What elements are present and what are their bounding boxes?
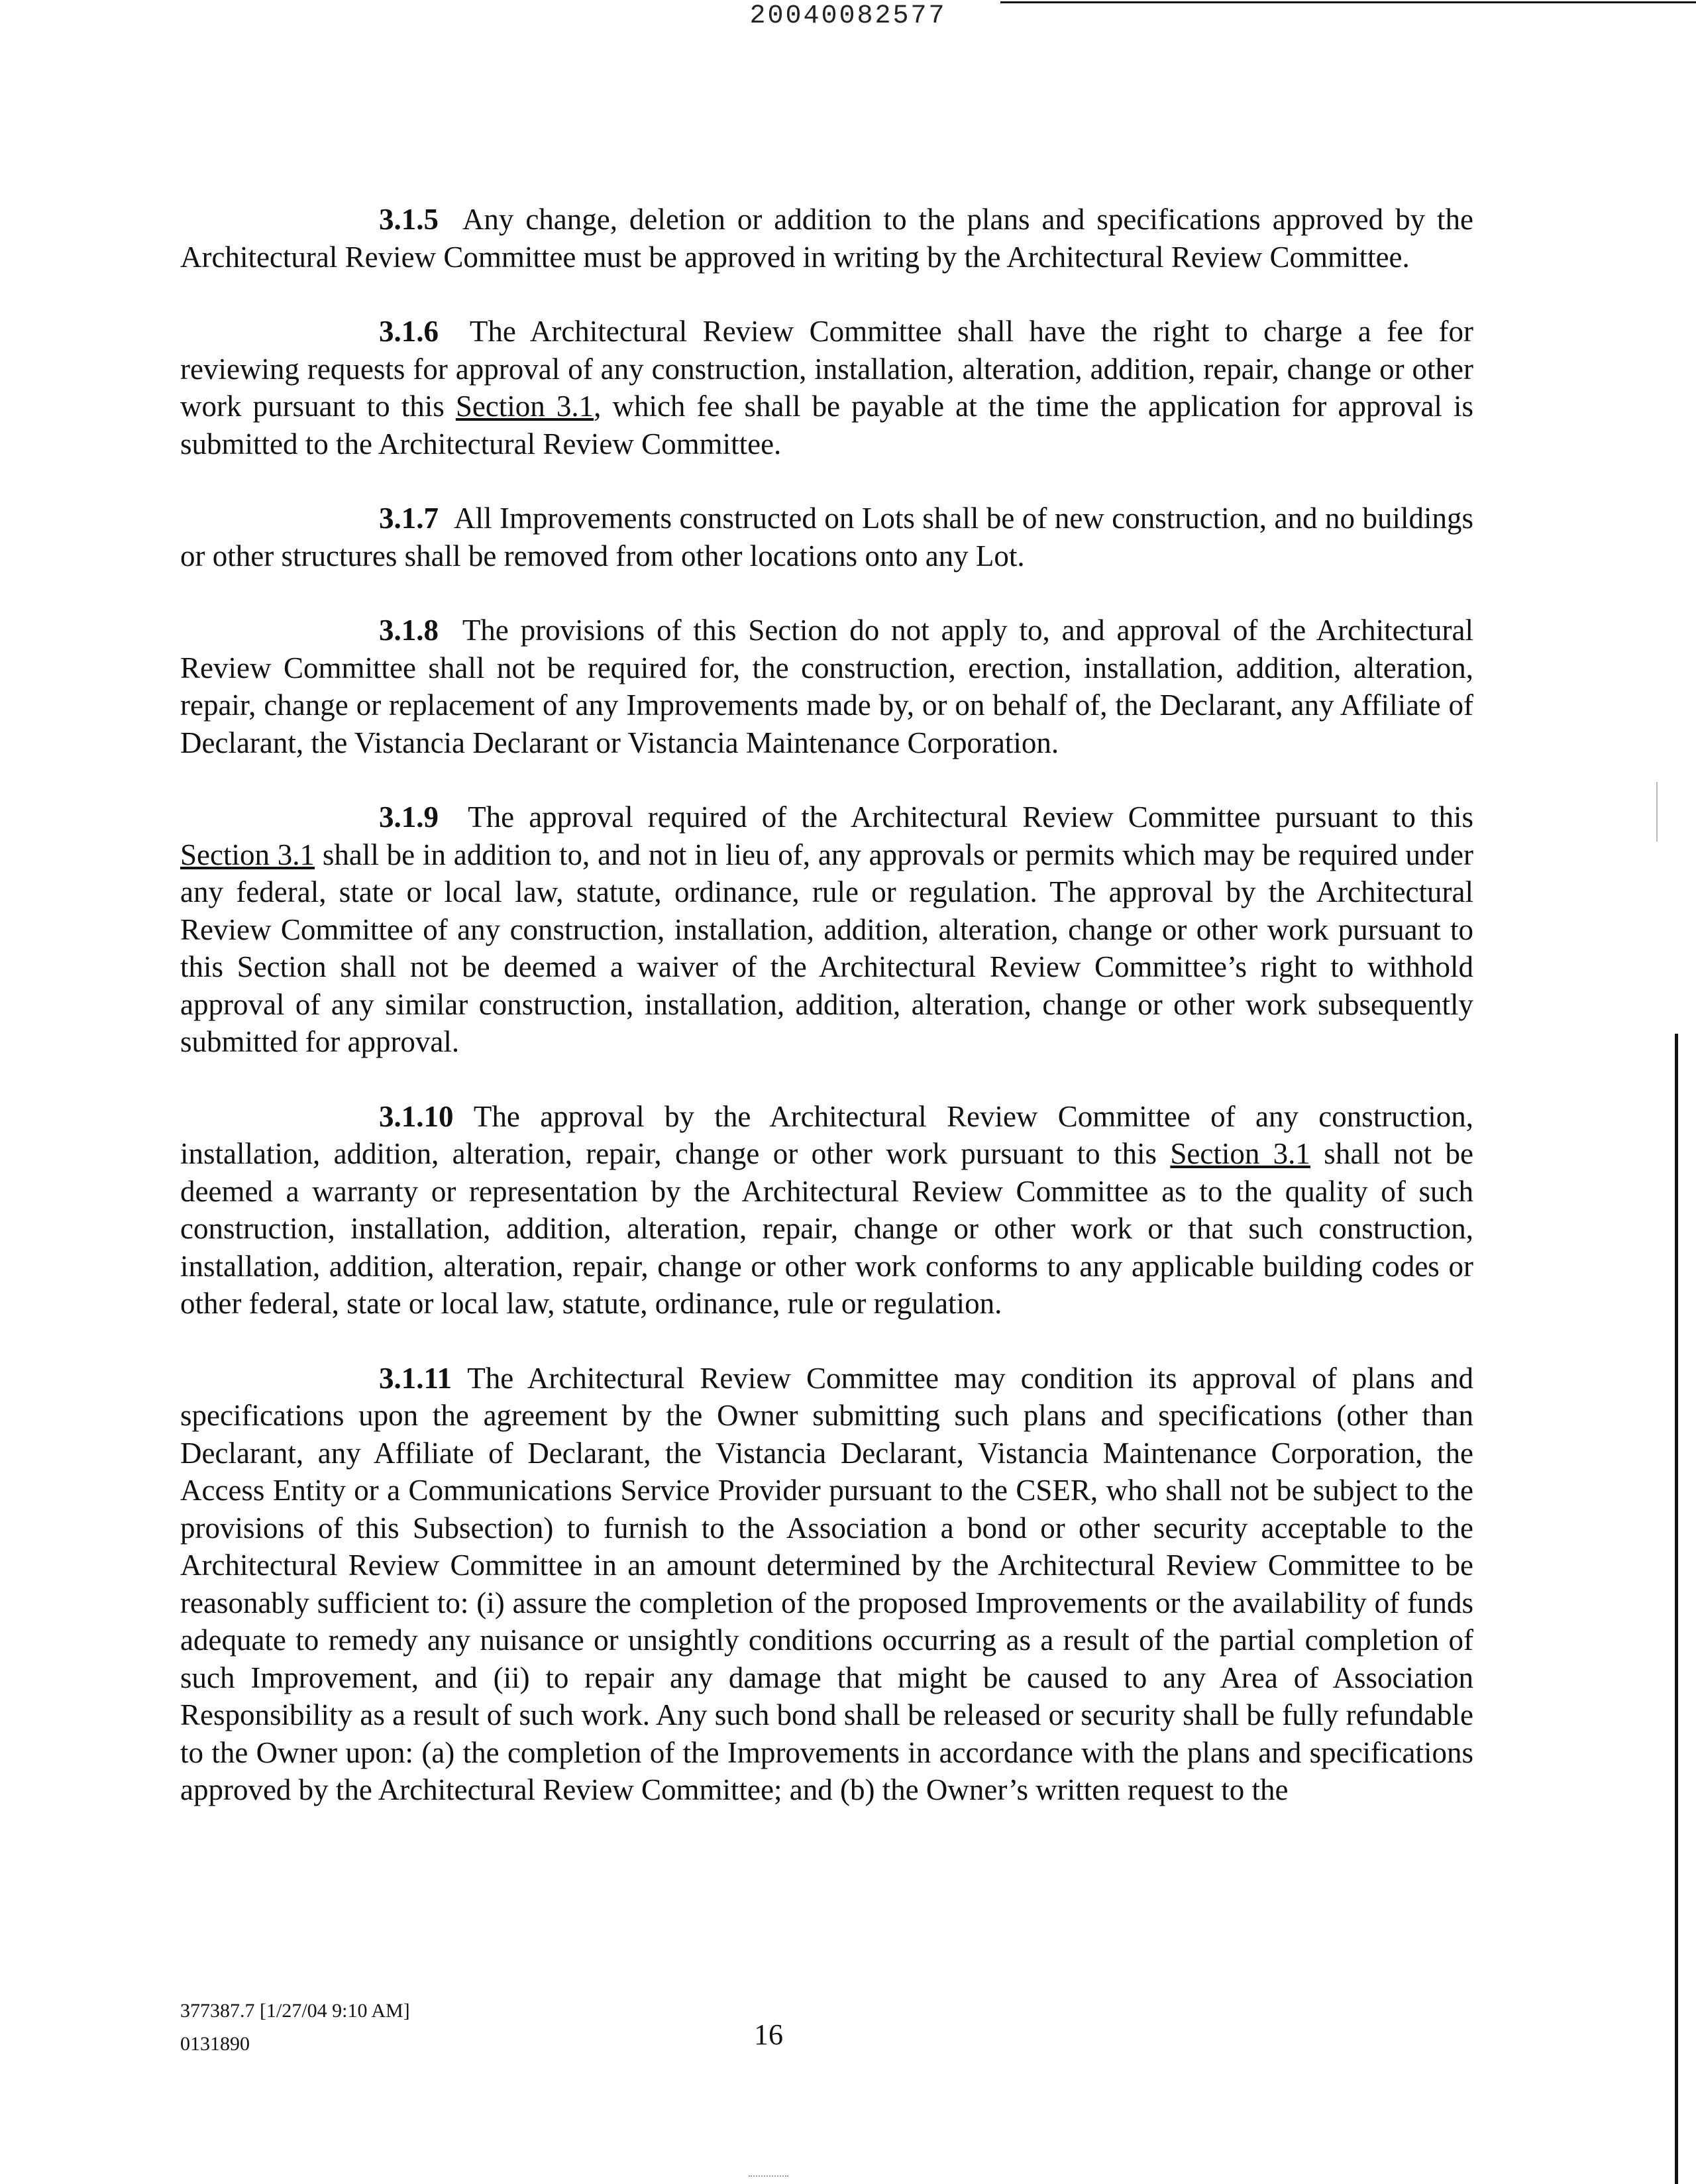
top-rule [1000,1,1696,3]
file-number: 0131890 [180,2033,250,2055]
section-number: 3.1.7 [379,502,439,535]
section-number: 3.1.11 [379,1361,452,1395]
footer-reference [180,1994,410,2061]
scan-edge-line [1675,1034,1678,2184]
section-reference: Section 3.1 [180,838,315,871]
paragraph-text: Any change, deletion or addition to the plans and specifications approved by the Architectural Review Committee must be approved in writing by the Architectural Review Committee. [180,203,1473,274]
paragraph-3-1-6 [180,313,1473,463]
paragraph-3-1-8 [180,612,1473,761]
paragraph-text: All Improvements constructed on Lots shall be of new construction, and no buildings or other structures shall be removed from other locations onto any Lot. [180,502,1474,573]
paragraph-text: The provisions of this Section do not apply to, and approval of the Architectural Review Committee shall not be required for, the construction, erection, installation, addition, alteration, repair, change or replacement of any Improvements made by, or on behalf of, the Declarant, any Affiliate of Declarant, the Vistancia Declarant or Vistancia Maintenance Corporation. [180,614,1473,759]
scan-edge-mark [1656,782,1658,842]
section-number: 3.1.6 [379,315,439,348]
section-number: 3.1.8 [379,614,439,647]
section-reference: Section 3.1 [455,390,594,423]
paragraph-text: The Architectural Review Committee may condition its approval of plans and specifications upon the agreement by the Owner submitting such plans and specifications (other than Declarant, any Affiliate of Declarant, the Vistancia Declarant, Vistancia Maintenance Corporation, the Access Entity or a Communications Service Provider pursuant to the CSER, who shall not be subject to the provisions of this Subsection) to furnish to the Association a bond or other security acceptable to the Architectural Review Committee in an amount determined by the Architectural Review Committee to be reasonably sufficient to: (i) assure the completion of the proposed Improvements or the availability of funds adequate to remedy any nuisance or unsightly conditions occurring as a result of the partial completion of such Improvement, and (ii) to repair any damage that might be caused to any Area of Association Responsibility as a result of such work. Any such bond shall be released or security shall be fully refundable to the Owner upon: (a) the completion of the Improvements in accordance with the plans and specifications approved by the Architectural Review Committee; and (b) the Owner’s written request to the [180,1361,1474,1806]
paragraph-3-1-5 [180,201,1473,276]
document-number: 20040082577 [749,1,947,31]
scan-speck [749,2175,788,2178]
paragraph-text: shall be in addition to, and not in lieu of, any approvals or permits which may be required under any federal, state or local law, statute, ordinance, rule or regulation. The approval by the Architectural Review Committee of any construction, installation, addition, alteration, change or other work pursuant to this Section shall not be deemed a waiver of the Architectural Review Committee’s right to withhold approval of any similar construction, installation, addition, alteration, change or other work subsequently submitted for approval. [180,838,1473,1058]
paragraph-text: shall not be deemed a warranty or representation by the Architectural Review Committee as to the quality of such construction, installation, addition, alteration, repair, change or other work or that such construction, installation, addition, alteration, repair, change or other work conforms to any applicable building codes or other federal, state or local law, statute, ordinance, rule or regulation. [180,1137,1473,1320]
page-number: 16 [754,2018,783,2051]
document-reference: 377387.7 [1/27/04 9:10 AM] [180,2000,410,2022]
paragraph-text: , which fee shall be payable at the time the application for approval is submitted to the Architectural Review Committee. [180,390,1473,461]
section-number: 3.1.5 [379,203,439,236]
section-reference: Section 3.1 [1170,1137,1310,1170]
section-number: 3.1.9 [379,800,439,834]
paragraph-text: The approval required of the Architectural Review Committee pursuant to this [468,800,1474,834]
section-number: 3.1.10 [379,1099,454,1133]
paragraph-3-1-10 [180,1098,1473,1323]
paragraph-3-1-9 [180,798,1473,1061]
paragraph-text: The approval by the Architectural Review Committee of any construction, installation, addition, alteration, repair, change or other work pursuant to this [180,1099,1474,1170]
paragraph-text: The Architectural Review Committee shall have the right to charge a fee for reviewing requests for approval of any construction, installation, alteration, addition, repair, change or other work pursuant to this [180,315,1473,423]
paragraph-3-1-7 [180,500,1473,574]
paragraph-3-1-11 [180,1360,1473,1809]
document-body [180,201,1473,1846]
